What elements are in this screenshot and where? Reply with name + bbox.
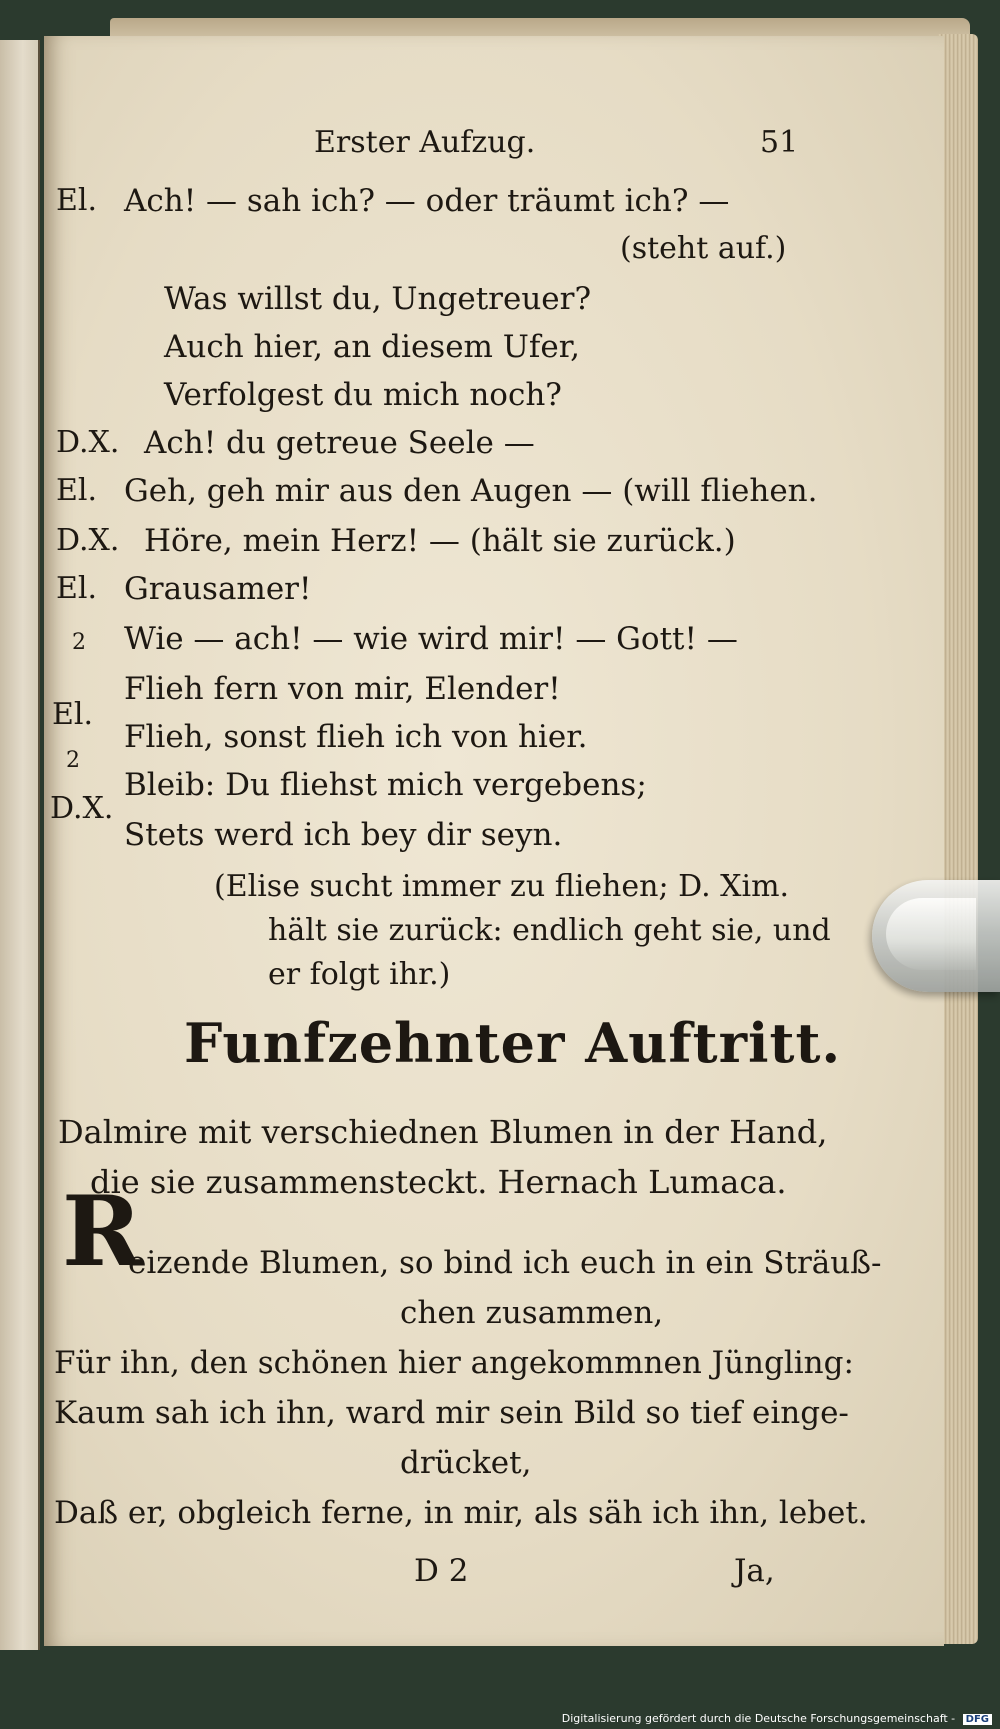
page-clip <box>872 880 1000 992</box>
dialogue-line: Wie — ach! — wie wird mir! — Gott! — <box>124 621 738 657</box>
duet-line: Flieh, sonst flieh ich von hier. <box>124 719 588 755</box>
verse-line: Für ihn, den schönen hier angekommnen Jüngling: <box>54 1345 854 1381</box>
page-clip-highlight <box>886 898 976 970</box>
dialogue-line: Verfolgest du mich noch? <box>164 377 562 413</box>
dialogue-line: Geh, geh mir aus den Augen — (will fliehen. <box>124 473 818 509</box>
page-number: 51 <box>760 125 799 160</box>
voice-number: 2 <box>66 748 80 773</box>
signature-mark: D 2 <box>414 1553 469 1589</box>
running-header: Erster Aufzug. <box>314 125 536 160</box>
verse-line: chen zusammen, <box>400 1295 664 1331</box>
speaker-label: El. <box>56 183 98 218</box>
speaker-label: D.X. <box>56 523 120 558</box>
dialogue-line: Grausamer! <box>124 571 312 607</box>
verse-line: Daß er, obgleich ferne, in mir, als säh ich ihn, lebet. <box>54 1495 868 1531</box>
stage-direction-line: hält sie zurück: endlich geht sie, und <box>268 913 831 948</box>
catchword: Ja, <box>734 1553 775 1589</box>
dialogue-line: Höre, mein Herz! — (hält sie zurück.) <box>144 523 736 559</box>
dialogue-line: Was willst du, Ungetreuer? <box>164 281 592 317</box>
speaker-label: D.X. <box>56 425 120 460</box>
speaker-label: El. <box>52 697 94 732</box>
scene-description-line: Dalmire mit verschiednen Blumen in der Hand, <box>58 1113 828 1151</box>
scene-title: Funfzehnter Auftritt. <box>184 1011 842 1075</box>
speaker-label: El. <box>56 571 98 606</box>
scene-description-line: die sie zusammensteckt. Hernach Lumaca. <box>90 1163 787 1201</box>
verse-line: Kaum sah ich ihn, ward mir sein Bild so tief einge- <box>54 1395 849 1431</box>
duet-line: Flieh fern von mir, Elender! <box>124 671 561 707</box>
dialogue-line: Auch hier, an diesem Ufer, <box>164 329 581 365</box>
digitization-credit <box>562 1712 992 1725</box>
dialogue-line: Ach! — sah ich? — oder träumt ich? — <box>124 183 730 219</box>
duet-line: Bleib: Du fliehst mich vergebens; <box>124 767 647 803</box>
dfg-logo: DFG <box>963 1714 992 1725</box>
voice-number: 2 <box>72 630 86 655</box>
stage-direction-inline: (steht auf.) <box>620 231 787 266</box>
verse-line: drücket, <box>400 1445 532 1481</box>
facing-page-edge <box>0 40 40 1650</box>
book-page <box>44 36 944 1646</box>
page-fore-edge <box>938 34 978 1644</box>
stage-direction-line: er folgt ihr.) <box>268 957 451 992</box>
dialogue-line: Ach! du getreue Seele — <box>144 425 535 461</box>
speaker-label: D.X. <box>50 791 114 826</box>
speaker-label: El. <box>56 473 98 508</box>
drop-cap: R <box>62 1175 142 1288</box>
stage-direction-line: (Elise sucht immer zu fliehen; D. Xim. <box>214 869 790 904</box>
verse-line: eizende Blumen, so bind ich euch in ein Sträuß- <box>128 1245 882 1281</box>
duet-line: Stets werd ich bey dir seyn. <box>124 817 563 853</box>
credit-text: Digitalisierung gefördert durch die Deutsche Forschungsgemeinschaft - <box>561 1712 956 1725</box>
